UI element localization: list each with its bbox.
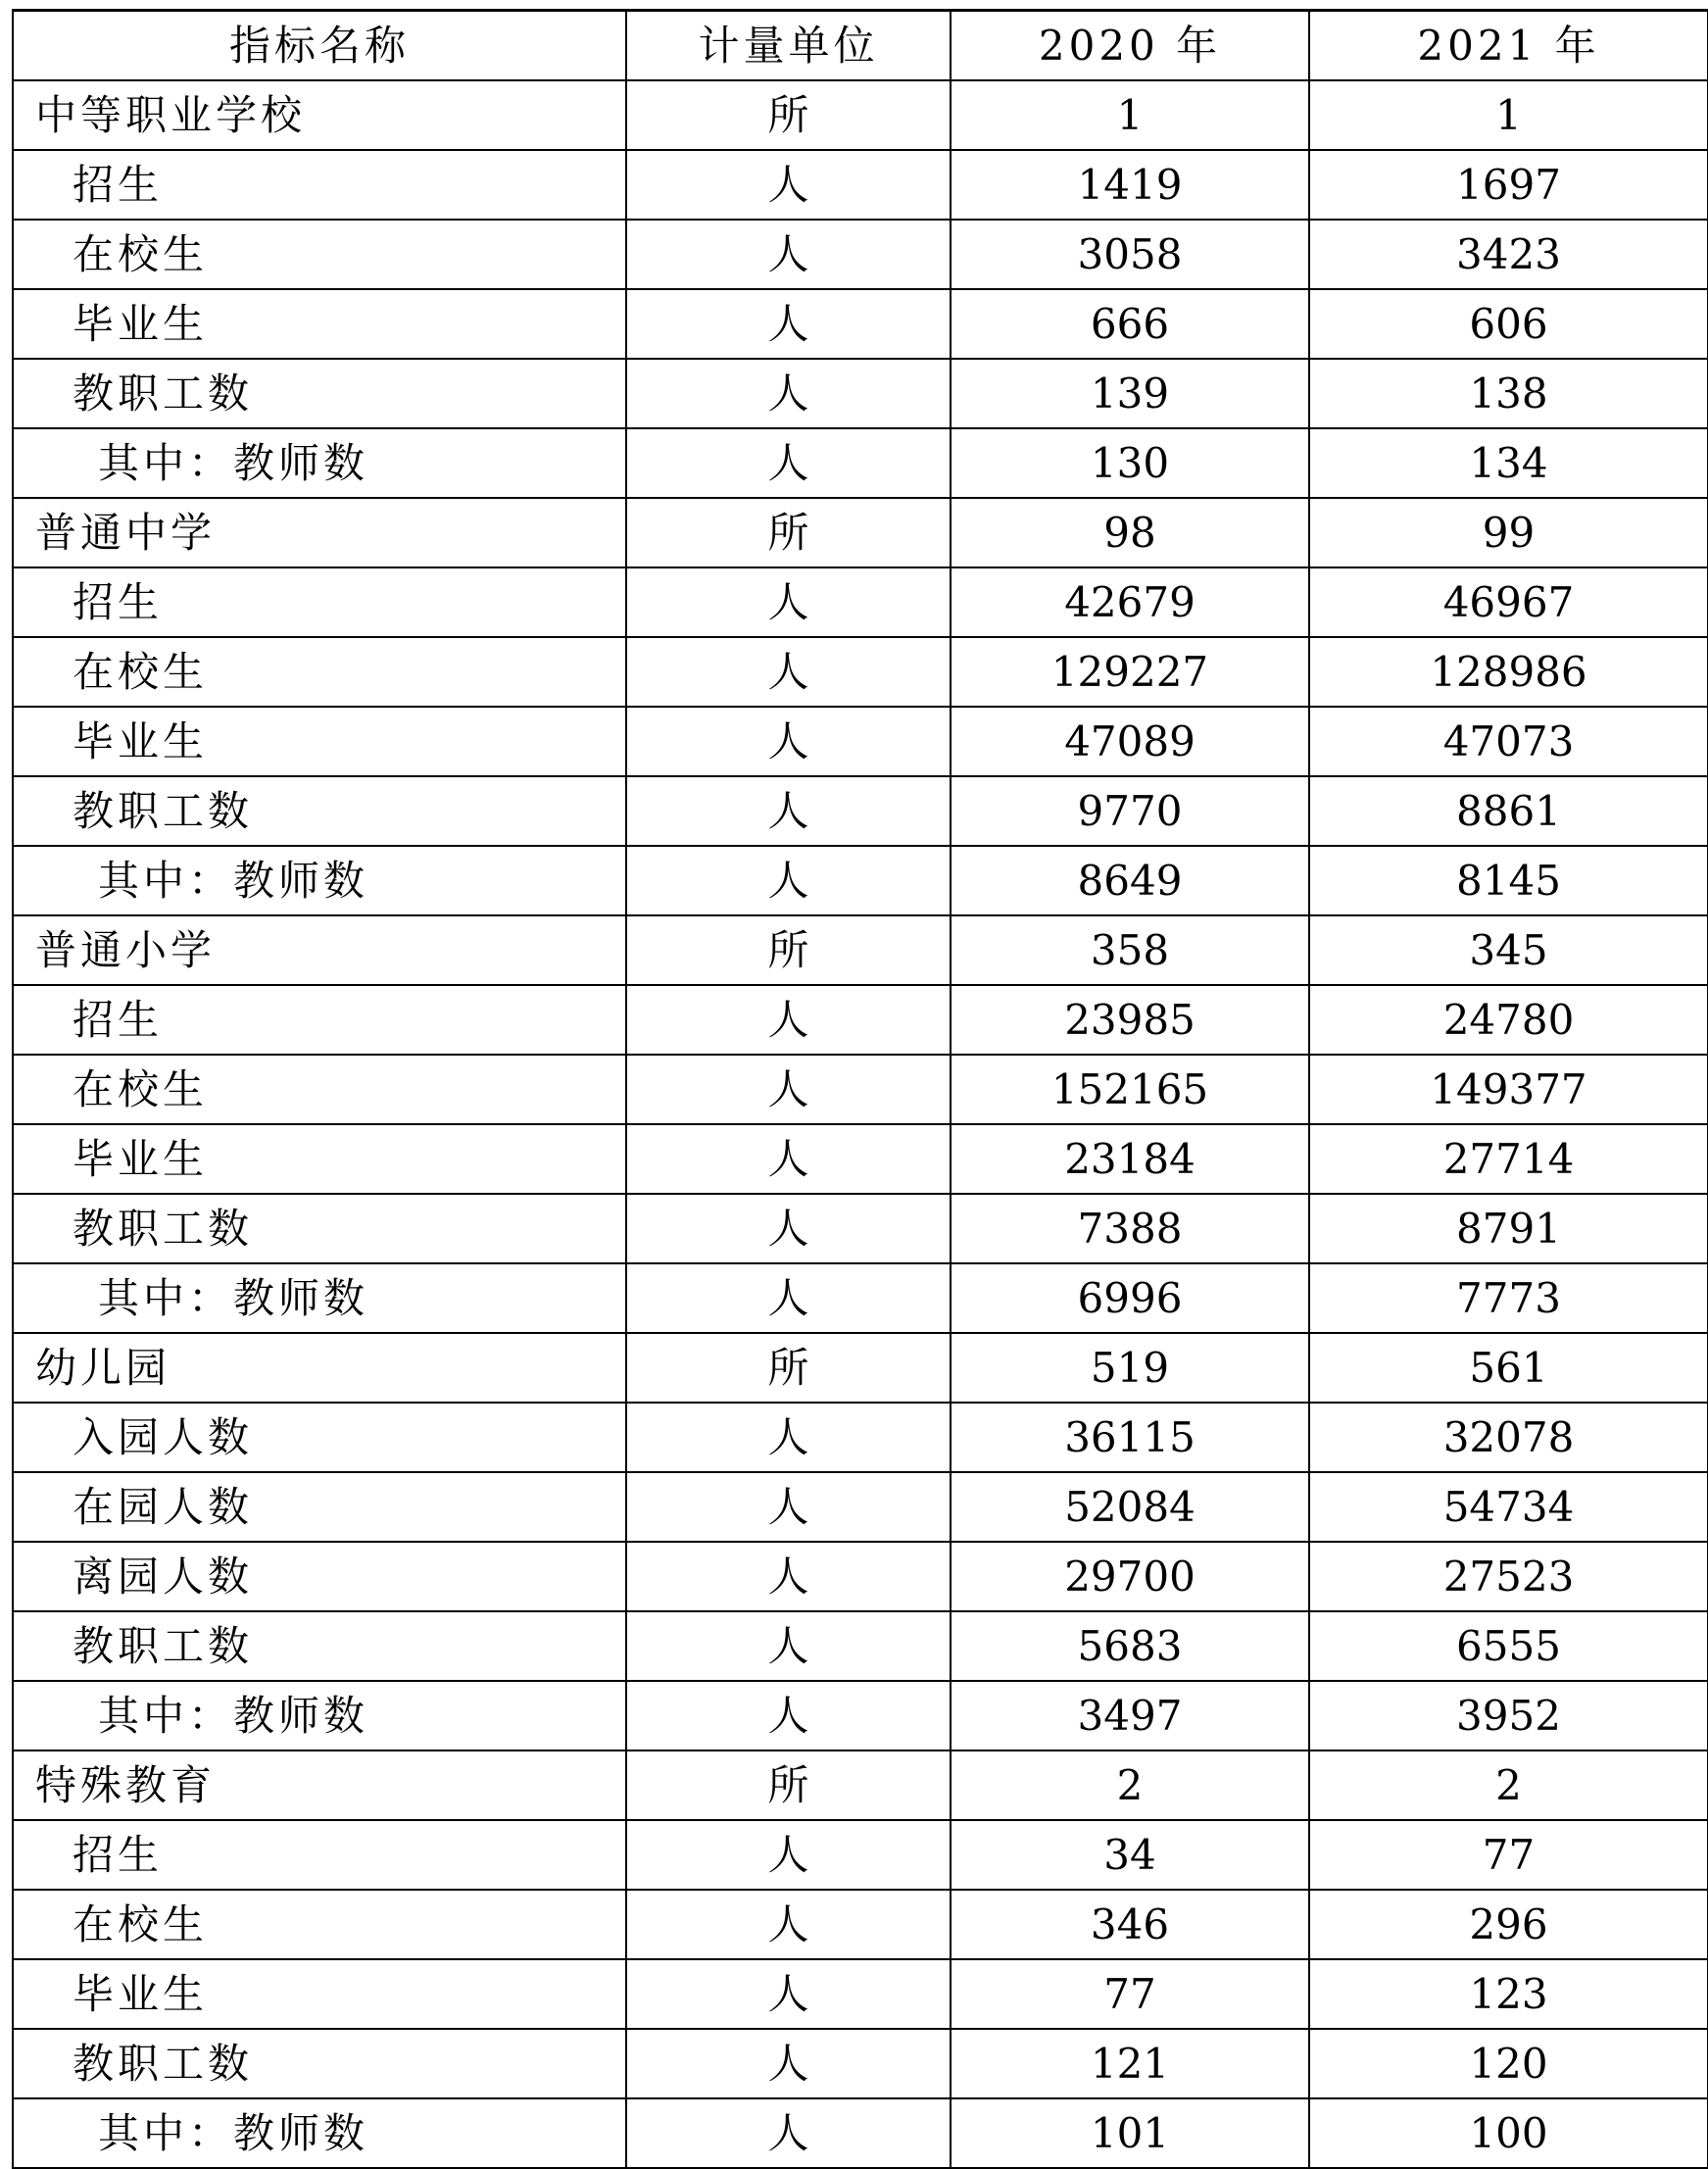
table-row [13, 1124, 1708, 1194]
indicator-name-cell: 教职工数 [13, 359, 626, 428]
header-unit: 计量单位 [626, 11, 951, 81]
unit-cell: 人 [626, 289, 951, 359]
indicator-name-cell: 教职工数 [13, 776, 626, 846]
value-2020-cell: 130 [951, 428, 1309, 498]
unit-cell: 人 [626, 776, 951, 846]
value-2020-cell: 23985 [951, 985, 1309, 1055]
unit-cell: 所 [626, 498, 951, 567]
value-2020-cell: 77 [951, 1959, 1309, 2029]
header-year-2021: 2021 年 [1309, 11, 1708, 81]
value-2020-cell: 8649 [951, 846, 1309, 915]
indicator-name-cell: 离园人数 [13, 1542, 626, 1611]
table-row [13, 220, 1708, 289]
value-2021-cell: 3952 [1309, 1681, 1708, 1750]
value-2021-cell: 54734 [1309, 1472, 1708, 1542]
value-2021-cell: 7773 [1309, 1263, 1708, 1333]
value-2020-cell: 9770 [951, 776, 1309, 846]
value-2020-cell: 47089 [951, 707, 1309, 776]
value-2020-cell: 358 [951, 915, 1309, 985]
indicator-name-cell: 在校生 [13, 220, 626, 289]
value-2021-cell: 128986 [1309, 637, 1708, 707]
value-2020-cell: 3058 [951, 220, 1309, 289]
value-2021-cell: 345 [1309, 915, 1708, 985]
indicator-name-cell: 其中：教师数 [13, 2098, 626, 2168]
value-2020-cell: 29700 [951, 1542, 1309, 1611]
value-2020-cell: 121 [951, 2029, 1309, 2098]
unit-cell: 人 [626, 1611, 951, 1681]
table-row [13, 428, 1708, 498]
indicator-name-cell: 招生 [13, 150, 626, 220]
table-row [13, 567, 1708, 637]
table-row [13, 2029, 1708, 2098]
unit-cell: 人 [626, 1890, 951, 1959]
unit-cell: 所 [626, 1333, 951, 1403]
value-2021-cell: 27523 [1309, 1542, 1708, 1611]
indicator-name-cell: 在校生 [13, 1055, 626, 1124]
value-2021-cell: 606 [1309, 289, 1708, 359]
value-2020-cell: 6996 [951, 1263, 1309, 1333]
value-2020-cell: 129227 [951, 637, 1309, 707]
value-2020-cell: 23184 [951, 1124, 1309, 1194]
value-2021-cell: 27714 [1309, 1124, 1708, 1194]
unit-cell: 人 [626, 1820, 951, 1890]
unit-cell: 所 [626, 80, 951, 150]
value-2020-cell: 52084 [951, 1472, 1309, 1542]
unit-cell: 人 [626, 1403, 951, 1472]
table-row [13, 1959, 1708, 2029]
unit-cell: 人 [626, 707, 951, 776]
unit-cell: 人 [626, 220, 951, 289]
unit-cell: 人 [626, 150, 951, 220]
table-row [13, 2098, 1708, 2168]
unit-cell: 人 [626, 567, 951, 637]
value-2021-cell: 47073 [1309, 707, 1708, 776]
unit-cell: 人 [626, 1055, 951, 1124]
value-2020-cell: 139 [951, 359, 1309, 428]
table-row [13, 1333, 1708, 1403]
table-body [13, 80, 1708, 2168]
unit-cell: 人 [626, 637, 951, 707]
table-row [13, 1542, 1708, 1611]
indicator-name-cell: 招生 [13, 567, 626, 637]
table-row [13, 289, 1708, 359]
indicator-name-cell: 其中：教师数 [13, 846, 626, 915]
value-2021-cell: 296 [1309, 1890, 1708, 1959]
value-2021-cell: 561 [1309, 1333, 1708, 1403]
table-row [13, 1681, 1708, 1750]
indicator-name-cell: 教职工数 [13, 2029, 626, 2098]
indicator-name-cell: 教职工数 [13, 1611, 626, 1681]
value-2021-cell: 134 [1309, 428, 1708, 498]
indicator-name-cell: 毕业生 [13, 1124, 626, 1194]
unit-cell: 人 [626, 1472, 951, 1542]
table-row [13, 359, 1708, 428]
value-2021-cell: 149377 [1309, 1055, 1708, 1124]
value-2021-cell: 46967 [1309, 567, 1708, 637]
indicator-name-cell: 幼儿园 [13, 1333, 626, 1403]
indicator-name-cell: 其中：教师数 [13, 1681, 626, 1750]
unit-cell: 人 [626, 1263, 951, 1333]
unit-cell: 人 [626, 985, 951, 1055]
indicator-name-cell: 毕业生 [13, 289, 626, 359]
value-2020-cell: 346 [951, 1890, 1309, 1959]
table-row [13, 1263, 1708, 1333]
table-row [13, 1820, 1708, 1890]
value-2020-cell: 42679 [951, 567, 1309, 637]
table-row [13, 846, 1708, 915]
value-2020-cell: 152165 [951, 1055, 1309, 1124]
indicator-name-cell: 入园人数 [13, 1403, 626, 1472]
value-2020-cell: 1419 [951, 150, 1309, 220]
value-2021-cell: 138 [1309, 359, 1708, 428]
value-2021-cell: 99 [1309, 498, 1708, 567]
education-stats-table [12, 9, 1708, 2169]
unit-cell: 人 [626, 1542, 951, 1611]
unit-cell: 人 [626, 1959, 951, 2029]
table-row [13, 498, 1708, 567]
value-2020-cell: 1 [951, 80, 1309, 150]
indicator-name-cell: 普通中学 [13, 498, 626, 567]
unit-cell: 人 [626, 1681, 951, 1750]
indicator-name-cell: 毕业生 [13, 707, 626, 776]
indicator-name-cell: 在校生 [13, 637, 626, 707]
indicator-name-cell: 毕业生 [13, 1959, 626, 2029]
table-row [13, 707, 1708, 776]
unit-cell: 所 [626, 915, 951, 985]
value-2021-cell: 32078 [1309, 1403, 1708, 1472]
value-2020-cell: 34 [951, 1820, 1309, 1890]
indicator-name-cell: 在园人数 [13, 1472, 626, 1542]
table-row [13, 985, 1708, 1055]
value-2021-cell: 120 [1309, 2029, 1708, 2098]
unit-cell: 人 [626, 428, 951, 498]
value-2021-cell: 123 [1309, 1959, 1708, 2029]
value-2020-cell: 3497 [951, 1681, 1309, 1750]
table-row [13, 776, 1708, 846]
value-2021-cell: 8145 [1309, 846, 1708, 915]
value-2020-cell: 7388 [951, 1194, 1309, 1263]
unit-cell: 人 [626, 2029, 951, 2098]
header-indicator-name: 指标名称 [13, 11, 626, 81]
value-2021-cell: 1697 [1309, 150, 1708, 220]
unit-cell: 人 [626, 846, 951, 915]
table-row [13, 1403, 1708, 1472]
value-2020-cell: 98 [951, 498, 1309, 567]
value-2020-cell: 519 [951, 1333, 1309, 1403]
value-2021-cell: 1 [1309, 80, 1708, 150]
value-2021-cell: 77 [1309, 1820, 1708, 1890]
value-2021-cell: 6555 [1309, 1611, 1708, 1681]
table-row [13, 1611, 1708, 1681]
unit-cell: 人 [626, 359, 951, 428]
table-row [13, 150, 1708, 220]
value-2020-cell: 666 [951, 289, 1309, 359]
table-row [13, 915, 1708, 985]
indicator-name-cell: 特殊教育 [13, 1750, 626, 1820]
table-row [13, 1194, 1708, 1263]
value-2020-cell: 2 [951, 1750, 1309, 1820]
value-2021-cell: 8791 [1309, 1194, 1708, 1263]
indicator-name-cell: 中等职业学校 [13, 80, 626, 150]
value-2020-cell: 101 [951, 2098, 1309, 2168]
indicator-name-cell: 招生 [13, 985, 626, 1055]
value-2021-cell: 100 [1309, 2098, 1708, 2168]
header-year-2020: 2020 年 [951, 11, 1309, 81]
indicator-name-cell: 招生 [13, 1820, 626, 1890]
table-row [13, 637, 1708, 707]
table-row [13, 1055, 1708, 1124]
header-row [13, 11, 1708, 81]
value-2021-cell: 3423 [1309, 220, 1708, 289]
indicator-name-cell: 在校生 [13, 1890, 626, 1959]
value-2020-cell: 36115 [951, 1403, 1309, 1472]
unit-cell: 人 [626, 1194, 951, 1263]
unit-cell: 所 [626, 1750, 951, 1820]
table-row [13, 80, 1708, 150]
unit-cell: 人 [626, 2098, 951, 2168]
value-2020-cell: 5683 [951, 1611, 1309, 1681]
indicator-name-cell: 其中：教师数 [13, 1263, 626, 1333]
indicator-name-cell: 教职工数 [13, 1194, 626, 1263]
table-row [13, 1750, 1708, 1820]
value-2021-cell: 24780 [1309, 985, 1708, 1055]
indicator-name-cell: 其中：教师数 [13, 428, 626, 498]
value-2021-cell: 2 [1309, 1750, 1708, 1820]
indicator-name-cell: 普通小学 [13, 915, 626, 985]
value-2021-cell: 8861 [1309, 776, 1708, 846]
unit-cell: 人 [626, 1124, 951, 1194]
table-row [13, 1472, 1708, 1542]
table-row [13, 1890, 1708, 1959]
